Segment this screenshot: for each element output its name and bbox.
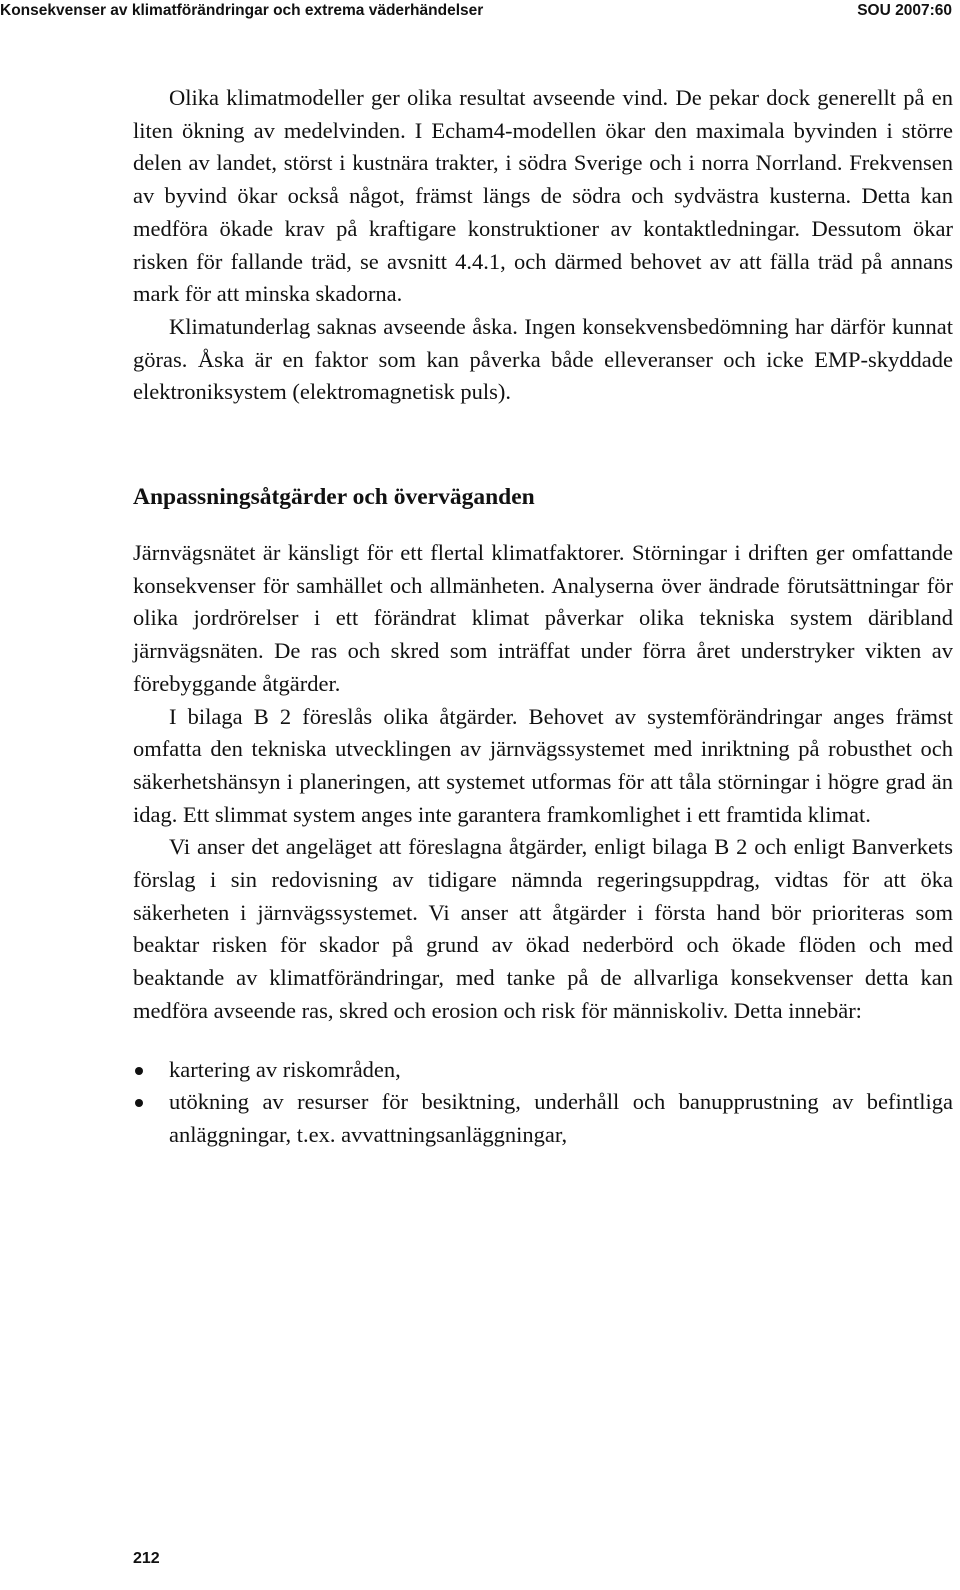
header-title: Konsekvenser av klimatförändringar och extrema väderhändelser xyxy=(0,2,484,19)
bullet-icon xyxy=(135,1067,143,1075)
section-heading: Anpassningsåtgärder och överväganden xyxy=(133,484,535,511)
paragraph: Olika klimatmodeller ger olika resultat avseende vind. De pekar dock generellt på en liten ökning av medelvinden. I Echam4-modellen ökar den maximala byvinden i större delen av landet, störst i kustnära trakter, i södra Sverige och i norra Norrland. Frekvensen av byvind ökar också något, främst längs de södra och sydvästra kusterna. Detta kan medföra ökade krav på kraftigare konstruktioner av kontaktledningar. Dessutom ökar risken för fallande träd, se avsnitt 4.4.1, och därmed behovet av att fälla träd på annans mark för att minska skadorna. xyxy=(133,85,953,307)
running-header xyxy=(0,0,960,22)
page-body xyxy=(133,82,953,1152)
bullet-list xyxy=(133,1054,953,1152)
paragraph: Vi anser det angeläget att föreslagna åtgärder, enligt bilaga B 2 och enligt Banverkets förslag i sin redovisning av tidigare nämnda regeringsuppdrag, vidtas för att öka säkerheten i järnvägssystemet. Vi anser att åtgärder i första hand bör prioriteras som beaktar risken för skador på grund av ökad nederbörd och ökade flöden och med beaktande av klimatförändringar, med tanke på de allvarliga konsekvenser detta kan medföra avseende ras, skred och erosion och risk för människoliv. Detta innebär: xyxy=(133,834,953,1023)
bullet-icon xyxy=(135,1099,143,1107)
paragraph: Järnvägsnätet är känsligt för ett flertal klimatfaktorer. Störningar i driften ger omfattande konsekvenser för samhället och allmänheten. Analyserna över ändrade förutsättningar för olika jordrörelser i ett förändrat klimat påverkar olika tekniska system däribland järnvägsnäten. De ras och skred som inträffat under förra året understryker vikten av förebyggande åtgärder. xyxy=(133,540,953,696)
page-number: 212 xyxy=(133,1550,160,1567)
list-item xyxy=(133,1086,953,1151)
list-item xyxy=(133,1054,953,1087)
list-item-text: utökning av resurser för besiktning, underhåll och banupprustning av befintliga anläggningar, t.ex. avvattningsanläggningar, xyxy=(169,1089,953,1147)
list-item-text: kartering av riskområden, xyxy=(169,1056,401,1082)
paragraph: I bilaga B 2 föreslås olika åtgärder. Behovet av systemförändringar anges främst omfatta den tekniska utvecklingen av järnvägssystemet med inriktning på robusthet och säkerhetshänsyn i planeringen, att systemet utformas för att tåla störningar i högre grad än idag. Ett slimmat system anges inte garantera framkomlighet i ett framtida klimat. xyxy=(133,703,953,827)
paragraph: Klimatunderlag saknas avseende åska. Ingen konsekvensbedömning har därför kunnat göras. Åska är en faktor som kan påverka både elleveranser och icke EMP-skyddade elektroniksystem (elektromagnetisk puls). xyxy=(133,313,953,405)
header-series: SOU 2007:60 xyxy=(857,2,952,19)
